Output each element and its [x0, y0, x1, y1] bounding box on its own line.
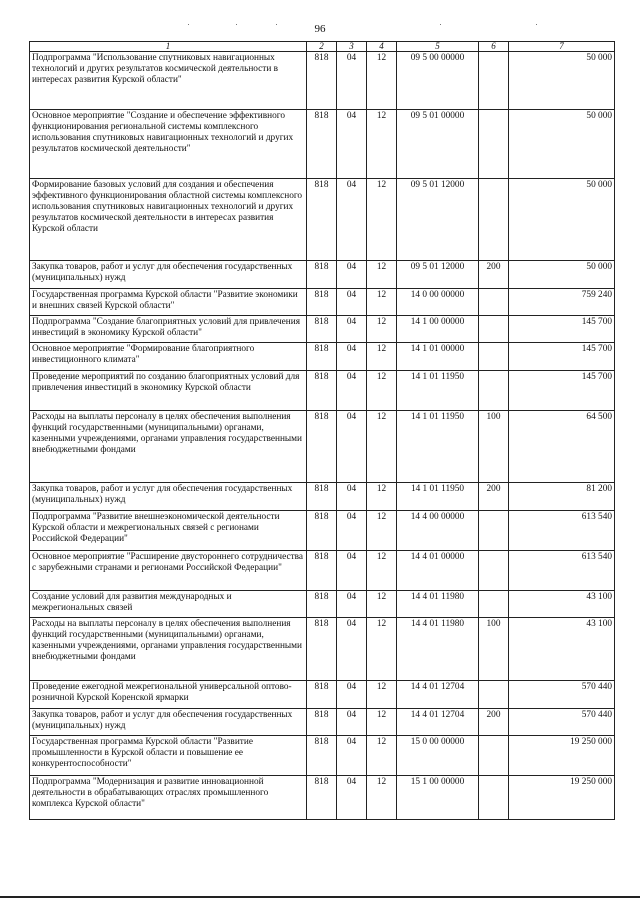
- row-col-2: 818: [307, 179, 337, 261]
- header-col-7: 7: [509, 42, 615, 52]
- row-col-5: 14 1 01 11950: [397, 483, 479, 511]
- row-col-3: 04: [337, 371, 367, 411]
- row-col-7: 81 200: [509, 483, 615, 511]
- row-name: Закупка товаров, работ и услуг для обеспечения государственных (муниципальных) нужд: [30, 709, 307, 736]
- row-col-2: 818: [307, 261, 337, 289]
- row-col-5: 09 5 01 12000: [397, 261, 479, 289]
- row-col-3: 04: [337, 736, 367, 776]
- row-col-5: 14 4 01 11980: [397, 618, 479, 681]
- row-name: Формирование базовых условий для создания и обеспечения эффективного функционирования областной системы комплексного использования спутниковых навигационных технологий и других результатов космической деятельности в интересах развития Курской области: [30, 179, 307, 261]
- row-col-5: 14 4 01 12704: [397, 709, 479, 736]
- row-col-5: 14 4 01 00000: [397, 551, 479, 591]
- row-name: Расходы на выплаты персоналу в целях обеспечения выполнения функций государственными (муниципальными) органами, казенными учреждениями, органами управления государственными внебюджетными фондами: [30, 618, 307, 681]
- header-col-1: 1: [30, 42, 307, 52]
- row-col-6: [479, 110, 509, 179]
- row-col-7: 145 700: [509, 316, 615, 343]
- row-col-6: 200: [479, 483, 509, 511]
- table-row: [30, 551, 615, 591]
- row-col-6: [479, 591, 509, 618]
- row-col-5: 09 5 01 12000: [397, 179, 479, 261]
- row-col-5: 14 1 01 00000: [397, 343, 479, 371]
- row-col-7: 613 540: [509, 551, 615, 591]
- row-col-3: 04: [337, 551, 367, 591]
- header-col-4: 4: [367, 42, 397, 52]
- row-col-7: 19 250 000: [509, 776, 615, 820]
- row-col-2: 818: [307, 511, 337, 551]
- row-col-6: [479, 776, 509, 820]
- row-name: Расходы на выплаты персоналу в целях обеспечения выполнения функций государственными (муниципальными) органами, казенными учреждениями, органами управления государственными внебюджетными фондами: [30, 411, 307, 483]
- row-col-7: 570 440: [509, 681, 615, 709]
- row-name: Подпрограмма "Использование спутниковых навигационных технологий и других результатов космической деятельности в интересах развития Курской области": [30, 52, 307, 110]
- row-col-3: 04: [337, 411, 367, 483]
- row-col-2: 818: [307, 371, 337, 411]
- row-name: Основное мероприятие "Создание и обеспечение эффективного функционирования региональной системы комплексного использования спутниковых навигационных технологий и других результатов космической деятельности": [30, 110, 307, 179]
- row-col-6: 100: [479, 411, 509, 483]
- row-name: Проведение ежегодной межрегиональной универсальной оптово-розничной Курской Коренской ярмарки: [30, 681, 307, 709]
- table-row: [30, 483, 615, 511]
- row-col-5: 14 4 01 11980: [397, 591, 479, 618]
- row-col-4: 12: [367, 316, 397, 343]
- row-col-6: [479, 52, 509, 110]
- row-col-4: 12: [367, 261, 397, 289]
- row-col-6: 100: [479, 618, 509, 681]
- row-col-3: 04: [337, 289, 367, 316]
- row-col-4: 12: [367, 618, 397, 681]
- row-col-2: 818: [307, 736, 337, 776]
- row-col-4: 12: [367, 709, 397, 736]
- row-col-3: 04: [337, 316, 367, 343]
- row-col-7: 43 100: [509, 591, 615, 618]
- row-col-4: 12: [367, 483, 397, 511]
- table-row: [30, 110, 615, 179]
- row-col-4: 12: [367, 110, 397, 179]
- budget-table: [29, 41, 615, 820]
- row-col-6: [479, 289, 509, 316]
- row-name: Основное мероприятие "Расширение двустороннего сотрудничества с зарубежными странами и регионами Российской Федерации": [30, 551, 307, 591]
- row-col-5: 14 0 00 00000: [397, 289, 479, 316]
- row-col-4: 12: [367, 411, 397, 483]
- table-row: [30, 52, 615, 110]
- row-col-5: 14 4 01 12704: [397, 681, 479, 709]
- row-col-2: 818: [307, 52, 337, 110]
- row-col-4: 12: [367, 736, 397, 776]
- row-col-2: 818: [307, 343, 337, 371]
- row-col-2: 818: [307, 618, 337, 681]
- row-col-2: 818: [307, 551, 337, 591]
- row-col-5: 15 1 00 00000: [397, 776, 479, 820]
- table-row: [30, 261, 615, 289]
- row-col-2: 818: [307, 110, 337, 179]
- row-col-5: 15 0 00 00000: [397, 736, 479, 776]
- header-col-2: 2: [307, 42, 337, 52]
- scan-speck: [536, 24, 537, 25]
- row-name: Государственная программа Курской области "Развитие экономики и внешних связей Курской области": [30, 289, 307, 316]
- table-row: [30, 371, 615, 411]
- row-col-3: 04: [337, 618, 367, 681]
- row-col-7: 43 100: [509, 618, 615, 681]
- row-col-2: 818: [307, 316, 337, 343]
- row-col-7: 50 000: [509, 52, 615, 110]
- row-col-7: 145 700: [509, 371, 615, 411]
- row-col-4: 12: [367, 551, 397, 591]
- row-col-7: 145 700: [509, 343, 615, 371]
- row-col-6: [479, 551, 509, 591]
- row-col-2: 818: [307, 709, 337, 736]
- scan-speck: [440, 24, 441, 25]
- row-col-4: 12: [367, 591, 397, 618]
- table-row: [30, 709, 615, 736]
- table-row: [30, 618, 615, 681]
- row-col-3: 04: [337, 179, 367, 261]
- row-col-4: 12: [367, 289, 397, 316]
- row-col-6: 200: [479, 261, 509, 289]
- row-col-7: 64 500: [509, 411, 615, 483]
- row-col-3: 04: [337, 591, 367, 618]
- table-row: [30, 411, 615, 483]
- scan-speck: [276, 24, 277, 25]
- row-col-7: 570 440: [509, 709, 615, 736]
- row-name: Подпрограмма "Развитие внешнеэкономической деятельности Курской области и межрегиональных связей с регионами Российской Федерации": [30, 511, 307, 551]
- row-col-6: [479, 736, 509, 776]
- row-col-7: 50 000: [509, 110, 615, 179]
- header-row: [30, 42, 615, 52]
- row-col-3: 04: [337, 110, 367, 179]
- row-col-5: 14 1 01 11950: [397, 371, 479, 411]
- row-name: Основное мероприятие "Формирование благоприятного инвестиционного климата": [30, 343, 307, 371]
- row-col-7: 19 250 000: [509, 736, 615, 776]
- row-col-2: 818: [307, 289, 337, 316]
- row-col-4: 12: [367, 371, 397, 411]
- row-col-2: 818: [307, 483, 337, 511]
- row-col-3: 04: [337, 483, 367, 511]
- row-col-3: 04: [337, 709, 367, 736]
- row-name: Закупка товаров, работ и услуг для обеспечения государственных (муниципальных) нужд: [30, 261, 307, 289]
- row-col-7: 759 240: [509, 289, 615, 316]
- row-col-3: 04: [337, 776, 367, 820]
- scan-speck: [236, 24, 237, 25]
- row-col-6: [479, 316, 509, 343]
- row-col-4: 12: [367, 179, 397, 261]
- row-col-7: 50 000: [509, 261, 615, 289]
- row-col-4: 12: [367, 776, 397, 820]
- table-body: [30, 52, 615, 820]
- row-col-3: 04: [337, 681, 367, 709]
- row-name: Государственная программа Курской области "Развитие промышленности в Курской области и повышение ее конкурентоспособности": [30, 736, 307, 776]
- table-row: [30, 316, 615, 343]
- header-col-5: 5: [397, 42, 479, 52]
- row-name: Подпрограмма "Создание благоприятных условий для привлечения инвестиций в экономику Курской области": [30, 316, 307, 343]
- header-col-3: 3: [337, 42, 367, 52]
- row-col-2: 818: [307, 776, 337, 820]
- row-col-5: 14 1 00 00000: [397, 316, 479, 343]
- table-row: [30, 681, 615, 709]
- row-col-4: 12: [367, 343, 397, 371]
- row-col-3: 04: [337, 343, 367, 371]
- row-name: Создание условий для развития международных и межрегиональных связей: [30, 591, 307, 618]
- row-col-7: 50 000: [509, 179, 615, 261]
- row-col-2: 818: [307, 411, 337, 483]
- row-col-5: 09 5 00 00000: [397, 52, 479, 110]
- row-col-6: [479, 511, 509, 551]
- row-col-6: [479, 343, 509, 371]
- row-col-3: 04: [337, 511, 367, 551]
- row-col-5: 09 5 01 00000: [397, 110, 479, 179]
- row-col-6: [479, 179, 509, 261]
- row-name: Подпрограмма "Модернизация и развитие инновационной деятельности в обрабатывающих отраслях промышленного комплекса Курской области": [30, 776, 307, 820]
- header-col-6: 6: [479, 42, 509, 52]
- table-row: [30, 289, 615, 316]
- table-row: [30, 343, 615, 371]
- page-number: 96: [314, 23, 326, 35]
- scan-bottom-edge: [0, 896, 640, 898]
- row-name: Закупка товаров, работ и услуг для обеспечения государственных (муниципальных) нужд: [30, 483, 307, 511]
- row-col-7: 613 540: [509, 511, 615, 551]
- row-col-2: 818: [307, 591, 337, 618]
- row-col-4: 12: [367, 681, 397, 709]
- row-col-5: 14 1 01 11950: [397, 411, 479, 483]
- row-col-6: 200: [479, 709, 509, 736]
- row-col-2: 818: [307, 681, 337, 709]
- row-col-3: 04: [337, 261, 367, 289]
- row-col-5: 14 4 00 00000: [397, 511, 479, 551]
- scan-speck: [188, 24, 189, 25]
- row-name: Проведение мероприятий по созданию благоприятных условий для привлечения инвестиций в экономику Курской области: [30, 371, 307, 411]
- table-row: [30, 591, 615, 618]
- table-row: [30, 736, 615, 776]
- row-col-6: [479, 681, 509, 709]
- table-row: [30, 511, 615, 551]
- row-col-4: 12: [367, 52, 397, 110]
- row-col-3: 04: [337, 52, 367, 110]
- row-col-4: 12: [367, 511, 397, 551]
- table-row: [30, 179, 615, 261]
- row-col-6: [479, 371, 509, 411]
- table-row: [30, 776, 615, 820]
